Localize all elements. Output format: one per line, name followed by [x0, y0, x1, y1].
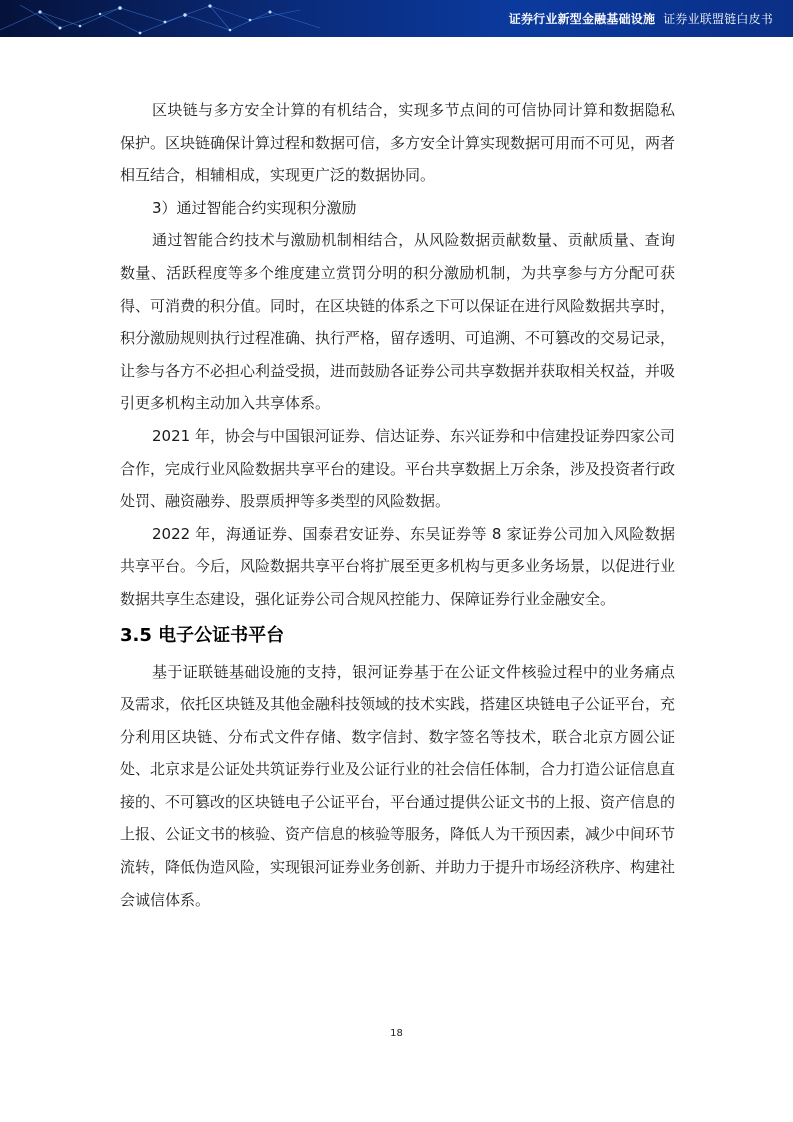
paragraph-mpc: 区块链与多方安全计算的有机结合，实现多节点间的可信协同计算和数据隐私保护。区块链确保计算过程和数据可信，多方安全计算实现数据可用而不可见，两者相互结合，相辅相成，实现更广泛的数据协同。 [120, 101, 676, 185]
subheading-smart-contract: 3）通过智能合约实现积分激励 [152, 198, 357, 217]
header-banner [0, 0, 793, 37]
paragraph-notary: 基于证联链基础设施的支持，银河证券基于在公证文件核验过程中的业务痛点及需求，依托区块链及其他金融科技领域的技术实践，搭建区块链电子公证平台，充分利用区块链、分布式文件存储、数字信封、数字签名等技术，联合北京方圆公证处、北京求是公证处共筑证券行业及公证行业的社会信任体制，合力打造公证信息直接的、不可篡改的区块链电子公证平台，平台通过提供公证文书的上报、资产信息的上报、公证文书的核验、资产信息的核验等服务，降低人为干预因素，减少中间环节流转，降低伪造风险，实现银河证券业务创新、并助力于提升市场经济秩序、构建社会诚信体系。 [120, 662, 676, 909]
document-body [120, 94, 675, 916]
banner-title [509, 10, 773, 27]
section-title: 3.5 电子公证书平台 [120, 624, 285, 646]
paragraph-2021: 2021 年，协会与中国银河证券、信达证券、东兴证券和中信建投证券四家公司合作，完成行业风险数据共享平台的建设。平台共享数据上万余条，涉及投资者行政处罚、融资融券、股票质押等多类型的风险数据。 [120, 426, 676, 511]
header-title: 证券行业新型金融基础设施 [508, 12, 656, 26]
paragraph-incentive: 通过智能合约技术与激励机制相结合，从风险数据贡献数量、贡献质量、查询数量、活跃程度等多个维度建立赏罚分明的积分激励机制，为共享参与方分配可获得、可消费的积分值。同时，在区块链的体系之下可以保证在进行风险数据共享时，积分激励规则执行过程准确、执行严格，留存透明、可追溯、不可篡改的交易记录，让参与各方不必担心利益受损，进而鼓励各证券公司共享数据并获取相关权益，并吸引更多机构主动加入共享体系。 [120, 231, 676, 413]
page-number: 18 [390, 1028, 403, 1039]
paragraph-2022: 2022 年，海通证券、国泰君安证券、东吴证券等 8 家证券公司加入风险数据共享平台。今后，风险数据共享平台将扩展至更多机构与更多业务场景，以促进行业数据共享生态建设，强化证券公司合规风控能力、保障证券行业金融安全。 [120, 524, 676, 608]
header-subtitle: 证券业联盟链白皮书 [663, 12, 773, 26]
